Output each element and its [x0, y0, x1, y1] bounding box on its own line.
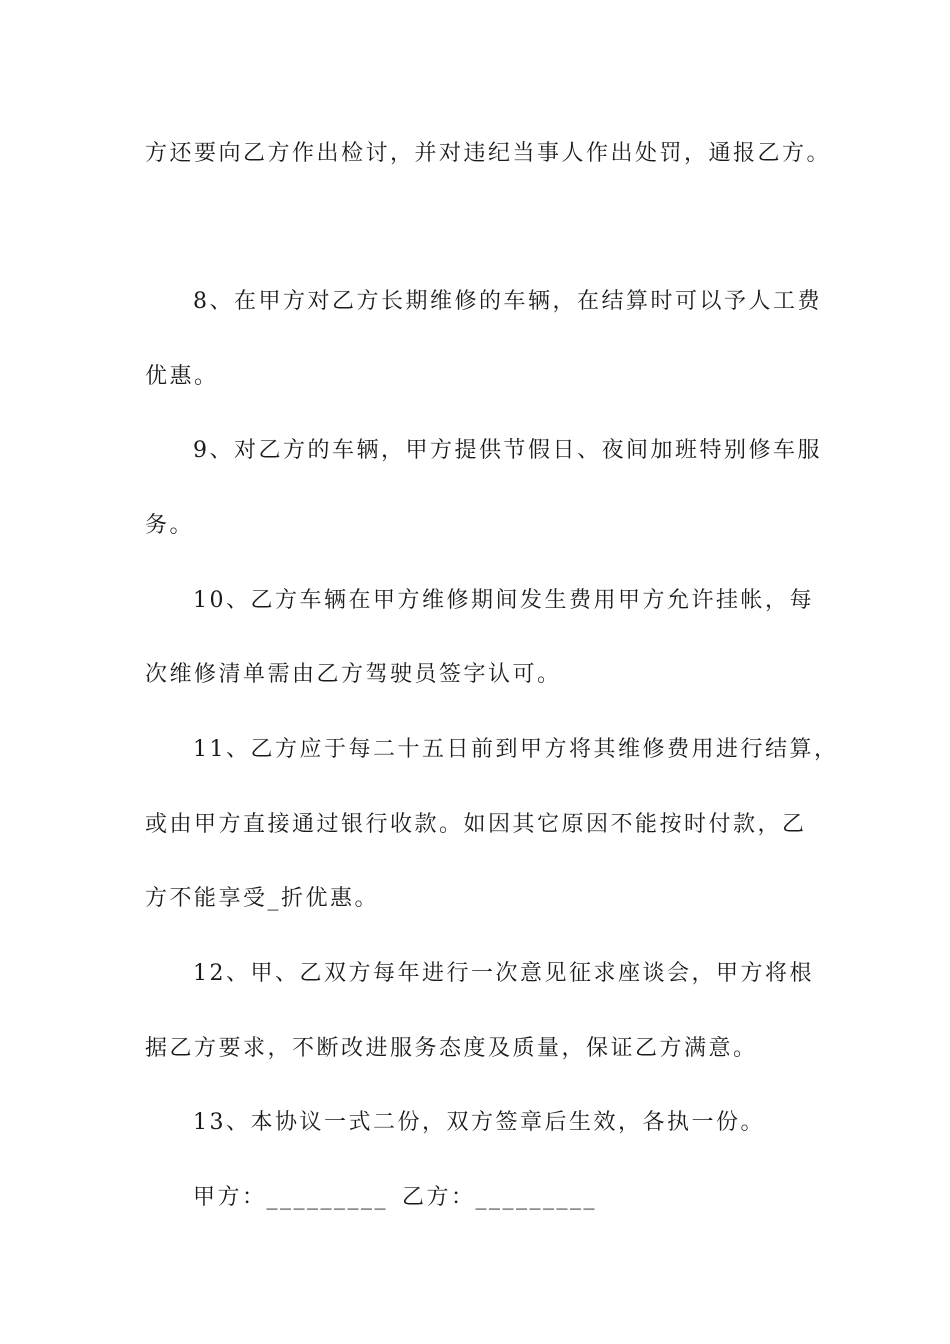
paragraph-line: 据乙方要求，不断改进服务态度及质量，保证乙方满意。: [145, 1036, 758, 1061]
paragraph-line: 8、在甲方对乙方长期维修的车辆，在结算时可以予人工费: [193, 289, 822, 314]
paragraph-line: 13、本协议一式二份，双方签章后生效，各执一份。: [193, 1110, 765, 1135]
paragraph-line: 方还要向乙方作出检讨，并对违纪当事人作出处罚，通报乙方。: [145, 141, 832, 166]
paragraph-line: 次维修清单需由乙方驾驶员签字认可。: [145, 662, 562, 687]
party-a-signature: 甲方：_________: [193, 1185, 389, 1210]
paragraph-line: 优惠。: [145, 364, 219, 389]
signature-row: [193, 1183, 597, 1213]
paragraph-line: 11、乙方应于每二十五日前到甲方将其维修费用进行结算，: [193, 737, 839, 762]
paragraph-line: 9、对乙方的车辆，甲方提供节假日、夜间加班特别修车服: [193, 438, 822, 463]
paragraph-line: 12、甲、乙双方每年进行一次意见征求座谈会，甲方将根: [193, 961, 814, 986]
paragraph-line: 或由甲方直接通过银行收款。如因其它原因不能按时付款，乙: [145, 812, 807, 837]
paragraph-line: 10、乙方车辆在甲方维修期间发生费用甲方允许挂帐，每: [193, 588, 814, 613]
paragraph-line: 务。: [145, 513, 195, 538]
paragraph-line: 方不能享受_折优惠。: [145, 886, 380, 911]
party-b-signature: 乙方：_________: [402, 1185, 598, 1210]
